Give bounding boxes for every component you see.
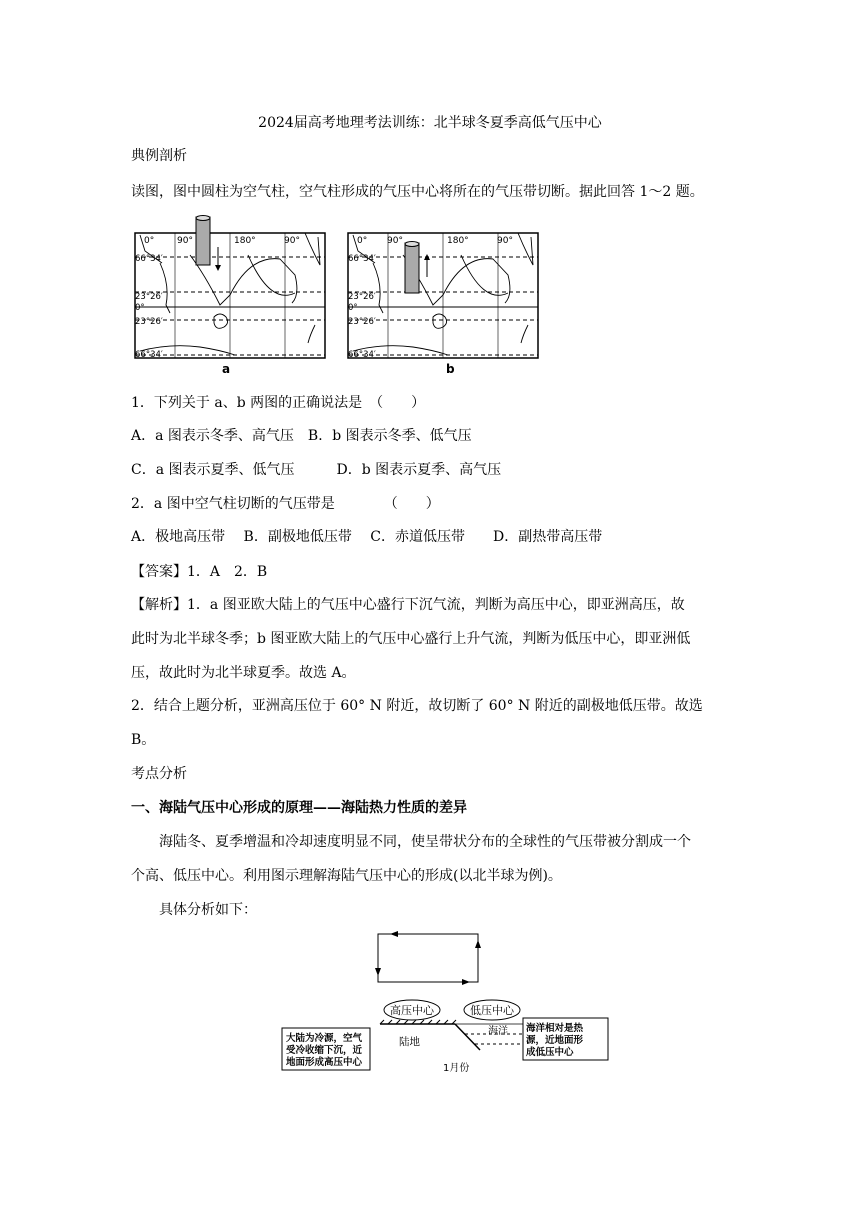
high-pressure-center-label: 高压中心 [390, 1004, 434, 1017]
answer: 【答案】1．A 2．B [131, 564, 268, 580]
fig-a-lat-3: 0° [135, 303, 145, 313]
fig-b-lon-180: 180° [447, 236, 469, 246]
question-2: 2．a 图中空气柱切断的气压带是 （ ） [131, 496, 440, 512]
fig-a-lat-2: 23°26′ [135, 292, 163, 302]
fig-a-lat-5: 66°34′ [135, 350, 163, 360]
fig-a-lon-90: 90° [177, 236, 193, 246]
analysis-line-3: 压，故此时为北半球夏季。故选 A。 [131, 665, 356, 681]
left-box-line-1: 大陆为冷源，空气 [286, 1033, 363, 1044]
right-box-line-1: 海洋相对是热 [526, 1023, 584, 1034]
fig-a-caption: a [222, 362, 231, 376]
fig-b-caption: b [446, 362, 455, 376]
analysis-line-5: B。 [131, 732, 156, 748]
heading-principle: 一、海陆气压中心形成的原理——海陆热力性质的差异 [131, 800, 467, 816]
fig-b-lon-90w: 90° [497, 236, 513, 246]
fig-b-lat-1: 66°34′ [348, 254, 376, 264]
figure-b-map [343, 215, 543, 380]
fig-b-lat-3: 0° [348, 303, 358, 313]
land-label: 陆地 [399, 1036, 420, 1048]
fig-b-lon-0: 0° [357, 236, 368, 246]
fig-a-lat-4: 23°26′ [135, 317, 163, 327]
fig-a-lon-180: 180° [234, 236, 256, 246]
low-pressure-center-label: 低压中心 [470, 1004, 514, 1017]
pressure-diagram-svg [280, 928, 620, 1078]
analysis-line-1: 【解析】1．a 图亚欧大陆上的气压中心盛行下沉气流，判断为高压中心，即亚洲高压，故 [131, 597, 685, 613]
figure-b [343, 215, 543, 380]
figure-a-map [130, 215, 330, 380]
right-box-line-3: 成低压中心 [526, 1047, 574, 1058]
question-1: 1．下列关于 a、b 两图的正确说法是 （ ） [131, 395, 426, 411]
doc-title: 2024届高考地理考法训练：北半球冬夏季高低气压中心 [258, 115, 602, 131]
paragraph-2: 具体分析如下： [159, 902, 257, 918]
fig-b-lat-4: 23°26′ [348, 317, 376, 327]
question-1-options-cd: C．a 图表示夏季、低气压 D．b 图表示夏季、高气压 [131, 462, 502, 478]
left-box-line-3: 地面形成高压中心 [286, 1057, 363, 1068]
fig-a-lon-90w: 90° [284, 236, 300, 246]
month-label: 1月份 [443, 1063, 470, 1074]
fig-b-lon-90: 90° [387, 236, 403, 246]
section-heading-analysis: 考点分析 [131, 766, 187, 782]
intro-text: 读图，图中圆柱为空气柱，空气柱形成的气压中心将所在的气压带切断。据此回答 1～2 题。 [131, 184, 704, 200]
section-heading-example: 典例剖析 [131, 148, 187, 164]
fig-a-lat-1: 66°34′ [135, 254, 163, 264]
paragraph-1-line-1: 海陆冬、夏季增温和冷却速度明显不同，使呈带状分布的全球性的气压带被分割成一个 [159, 834, 691, 850]
paragraph-1-line-2: 个高、低压中心。利用图示理解海陆气压中心的形成(以北半球为例)。 [131, 868, 562, 884]
figure-a [130, 215, 330, 380]
fig-b-lat-5: 66°34′ [348, 350, 376, 360]
fig-a-lon-0: 0° [144, 236, 155, 246]
analysis-line-2: 此时为北半球冬季；b 图亚欧大陆上的气压中心盛行上升气流，判断为低压中心，即亚洲低 [131, 631, 691, 647]
sea-label: 海洋 [488, 1026, 508, 1037]
question-1-options-ab: A．a 图表示冬季、高气压 B．b 图表示冬季、低气压 [131, 428, 472, 444]
right-box-line-2: 源，近地面形 [526, 1035, 584, 1046]
fig-b-lat-2: 23°26′ [348, 292, 376, 302]
left-box-line-2: 受冷收缩下沉，近 [286, 1045, 363, 1056]
question-2-options: A．极地高压带 B．副极地低压带 C．赤道低压带 D．副热带高压带 [131, 529, 603, 545]
pressure-diagram [280, 928, 620, 1078]
analysis-line-4: 2．结合上题分析，亚洲高压位于 60° N 附近，故切断了 60° N 附近的副极地低压带。故选 [131, 698, 703, 714]
